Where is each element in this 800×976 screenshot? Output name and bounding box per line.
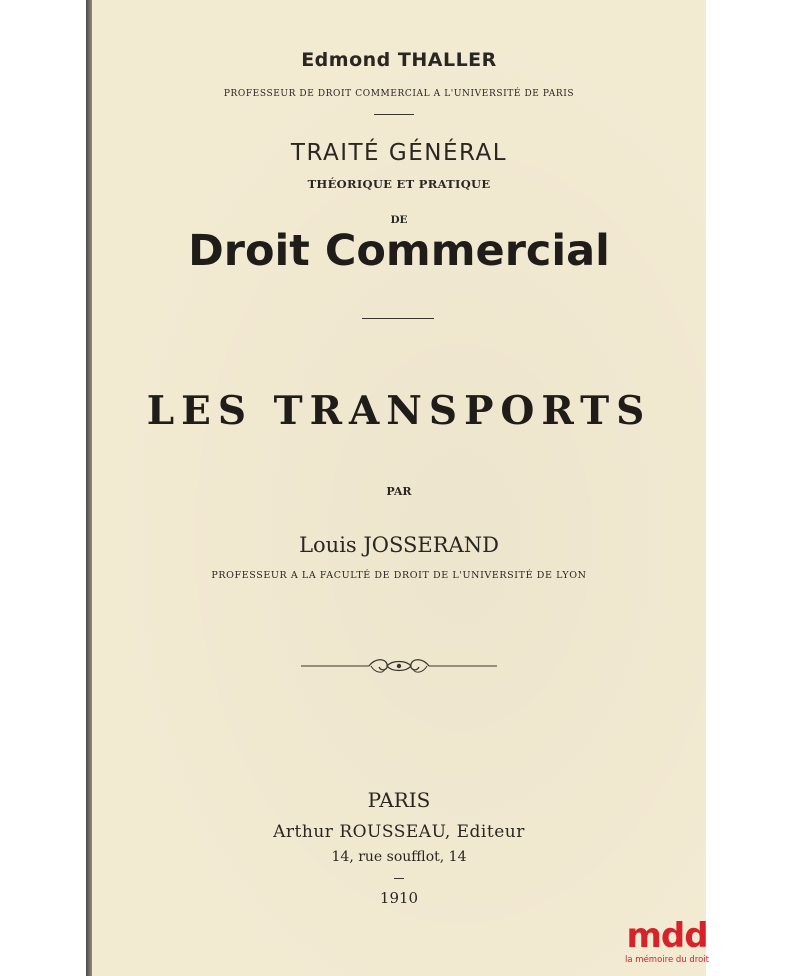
imprint-city: PARIS [367,788,431,812]
imprint-publisher: Arthur ROUSSEAU, Editeur [273,822,525,842]
author-name [92,49,706,71]
author-first-name: Edmond [301,49,391,71]
divider-middle [362,318,434,319]
volume-title: LES TRANSPORTS [146,388,652,434]
logo-tagline: la mémoire du droit [625,955,709,965]
divider-top [374,114,414,115]
author-title: PROFESSEUR DE DROIT COMMERCIAL A L'UNIVERSITÉ DE PARIS [223,89,575,99]
divider-bottom [394,878,404,879]
title-page [92,0,706,976]
by-label: PAR [386,485,412,498]
publication-year: 1910 [379,889,419,907]
logo-mark: mdd [626,916,708,956]
mdd-logo [622,918,712,976]
volume-author: Louis JOSSERAND [299,533,499,557]
series-subtitle: THÉORIQUE ET PRATIQUE [307,177,491,191]
main-title: Droit Commercial [188,226,610,276]
volume-author-title: PROFESSEUR A LA FACULTÉ DE DROIT DE L'UNIVERSITÉ DE LYON [211,570,587,581]
series-connector: DE [390,214,408,226]
author-last-name: THALLER [397,49,497,71]
series-title: TRAITÉ GÉNÉRAL [290,140,508,166]
ornament-flourish [299,654,499,678]
imprint-address: 14, rue soufflot, 14 [331,849,467,865]
